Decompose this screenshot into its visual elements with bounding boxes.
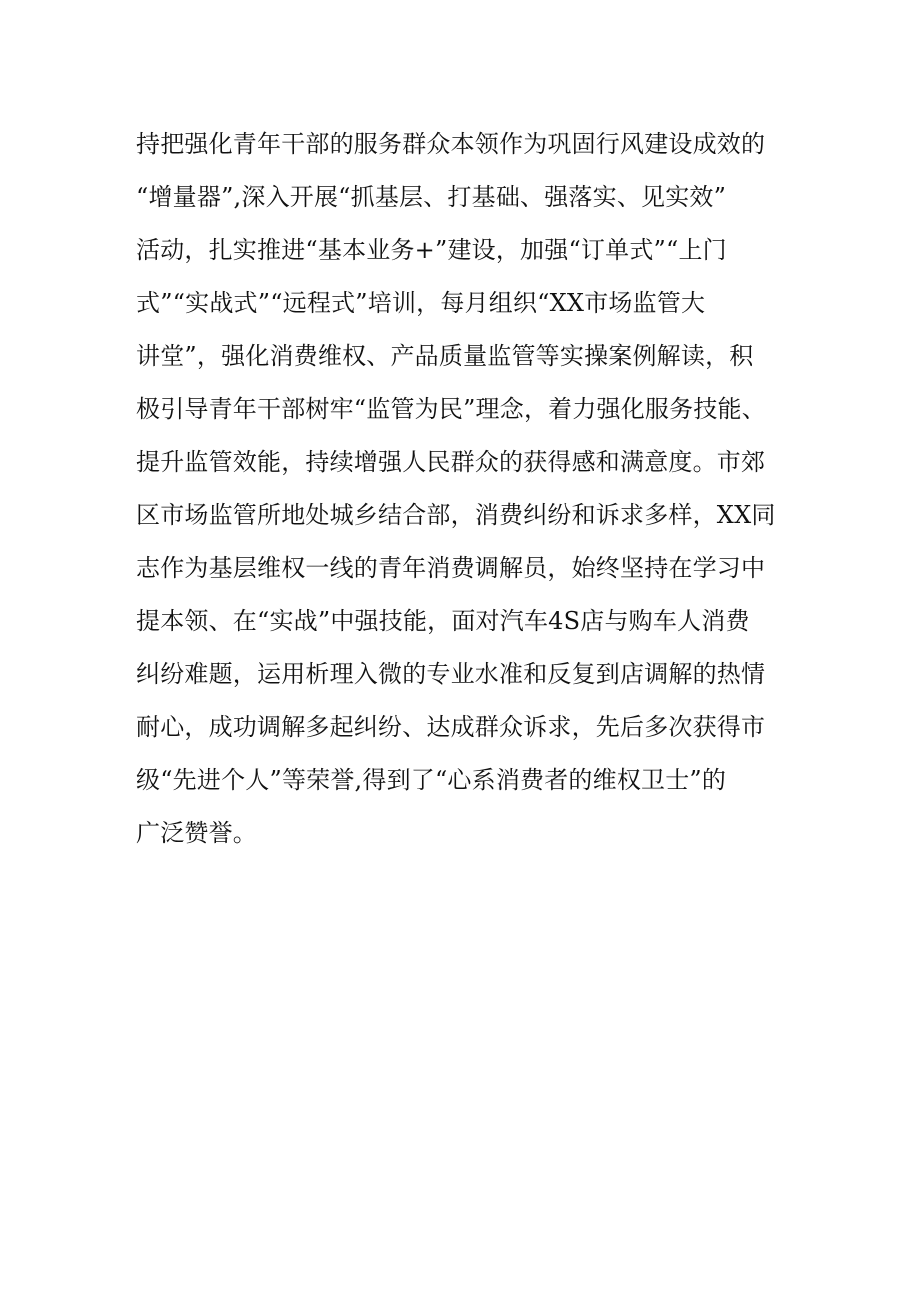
text-line: 级“先进个人”等荣誉,得到了“心系消费者的维权卫士”的: [136, 766, 727, 794]
text-line: 式”“实战式”“远程式”培训，每月组织“XX市场监管大: [136, 289, 706, 317]
text-line: 讲堂”，强化消费维权、产品质量监管等实操案例解读，积: [136, 342, 754, 370]
text-line: 耐心，成功调解多起纠纷、达成群众诉求，先后多次获得市: [136, 713, 766, 741]
text-line: 极引导青年干部树牢“监管为民”理念，着力强化服务技能、: [136, 395, 766, 423]
text-line: 提本领、在“实战”中强技能，面对汽车4S店与购车人消费: [136, 607, 750, 635]
text-line: 活动，扎实推进“基本业务+”建设，加强“订单式”“上门: [136, 236, 727, 264]
text-line: 持把强化青年干部的服务群众本领作为巩固行风建设成效的: [136, 130, 766, 158]
text-line: 提升监管效能，持续增强人民群众的获得感和满意度。市郊: [136, 448, 766, 476]
text-line: 广泛赞誉。: [136, 819, 257, 847]
text-line: “增量器”,深入开展“抓基层、打基础、强落实、见实效”: [136, 183, 727, 211]
text-line: 区市场监管所地处城乡结合部，消费纠纷和诉求多样，XX同: [136, 501, 776, 529]
body-paragraph: [136, 118, 816, 860]
text-line: 志作为基层维权一线的青年消费调解员，始终坚持在学习中: [136, 554, 766, 582]
text-line: 纠纷难题，运用析理入微的专业水准和反复到店调解的热情: [136, 660, 766, 688]
